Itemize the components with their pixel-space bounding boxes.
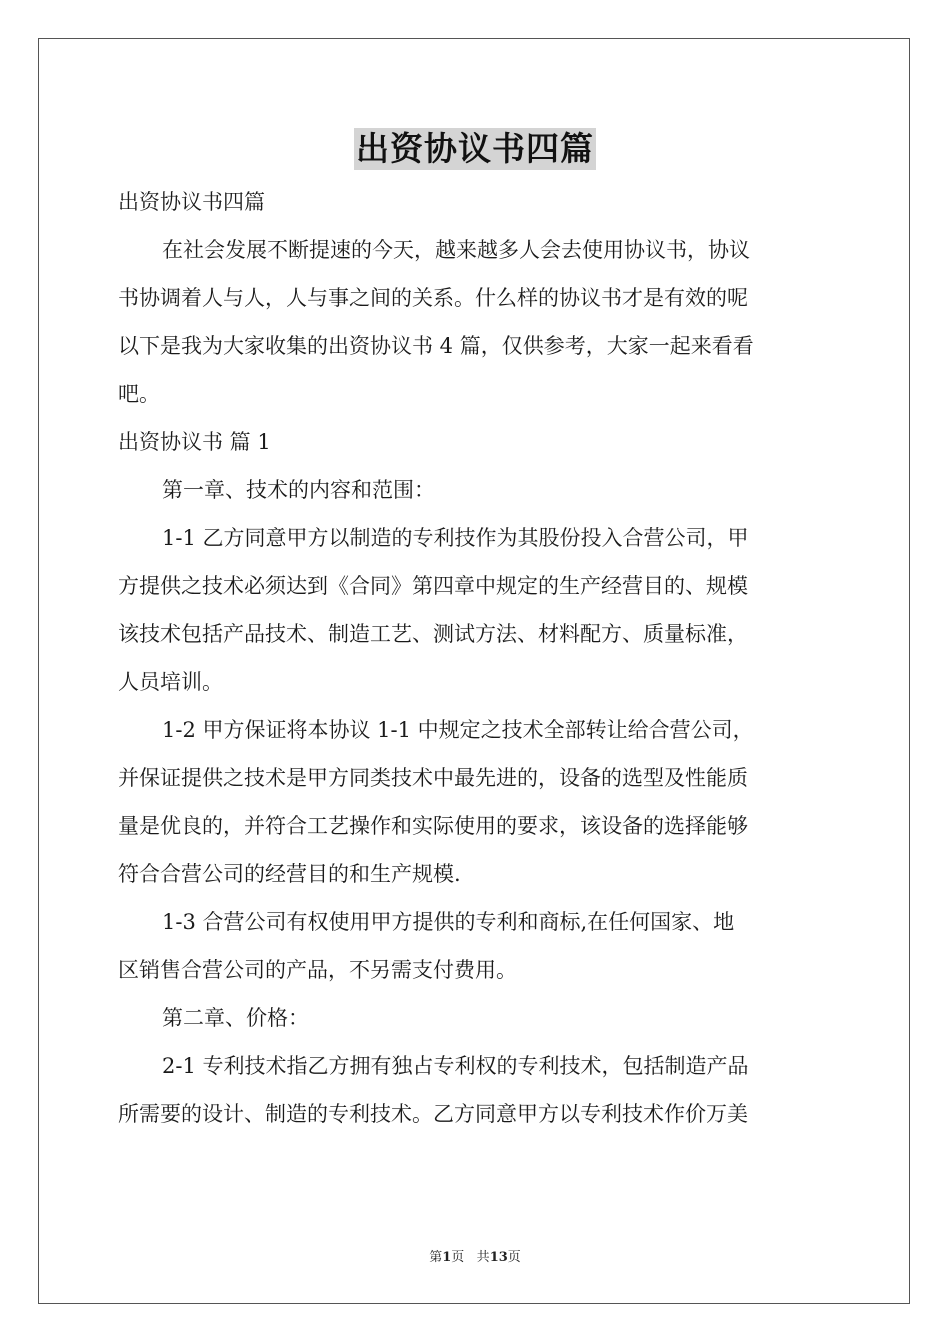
text-line: 方提供之技术必须达到《合同》第四章中规定的生产经营目的、规模 [118,574,748,598]
footer-prefix: 第 [429,1250,443,1265]
footer-page-number: 1 [442,1250,452,1265]
text-line: 出资协议书四篇 [118,190,265,214]
text-line: 1-3 合营公司有权使用甲方提供的专利和商标,在任何国家、地 [162,910,735,934]
text-line: 该技术包括产品技术、制造工艺、测试方法、材料配方、质量标准， [118,622,748,646]
text-line: 量是优良的，并符合工艺操作和实际使用的要求，该设备的选择能够 [118,814,748,838]
footer-total-prefix: 共 [476,1250,490,1265]
text-line: 以下是我为大家收集的出资协议书 4 篇，仅供参考，大家一起来看看 [118,334,754,358]
footer-total-suffix: 页 [507,1250,521,1265]
text-line: 人员培训。 [118,670,223,694]
text-line: 2-1 专利技术指乙方拥有独占专利权的专利技术，包括制造产品 [162,1054,749,1078]
document-title: 出资协议书四篇 [356,129,594,168]
text-line: 出资协议书 篇 1 [118,430,271,454]
title-container [0,128,950,170]
text-line: 并保证提供之技术是甲方同类技术中最先进的，设备的选型及性能质 [118,766,748,790]
text-line: 第二章、价格： [162,1006,309,1030]
text-line: 符合合营公司的经营目的和生产规模. [118,862,461,886]
text-line: 区销售合营公司的产品，不另需支付费用。 [118,958,517,982]
page-footer [0,1246,950,1265]
text-line: 1-2 甲方保证将本协议 1-1 中规定之技术全部转让给合营公司， [162,718,754,742]
text-line: 在社会发展不断提速的今天，越来越多人会去使用协议书，协议 [162,238,750,262]
text-line: 1-1 乙方同意甲方以制造的专利技作为其股份投入合营公司，甲 [162,526,749,550]
text-line: 吧。 [118,382,160,406]
footer-total-pages: 13 [489,1250,508,1265]
footer-page-suffix: 页 [451,1250,465,1265]
text-line: 所需要的设计、制造的专利技术。乙方同意甲方以专利技术作价万美 [118,1102,748,1126]
document-body [118,178,838,1138]
text-line: 第一章、技术的内容和范围： [162,478,435,502]
text-line: 书协调着人与人，人与事之间的关系。什么样的协议书才是有效的呢 [118,286,748,310]
